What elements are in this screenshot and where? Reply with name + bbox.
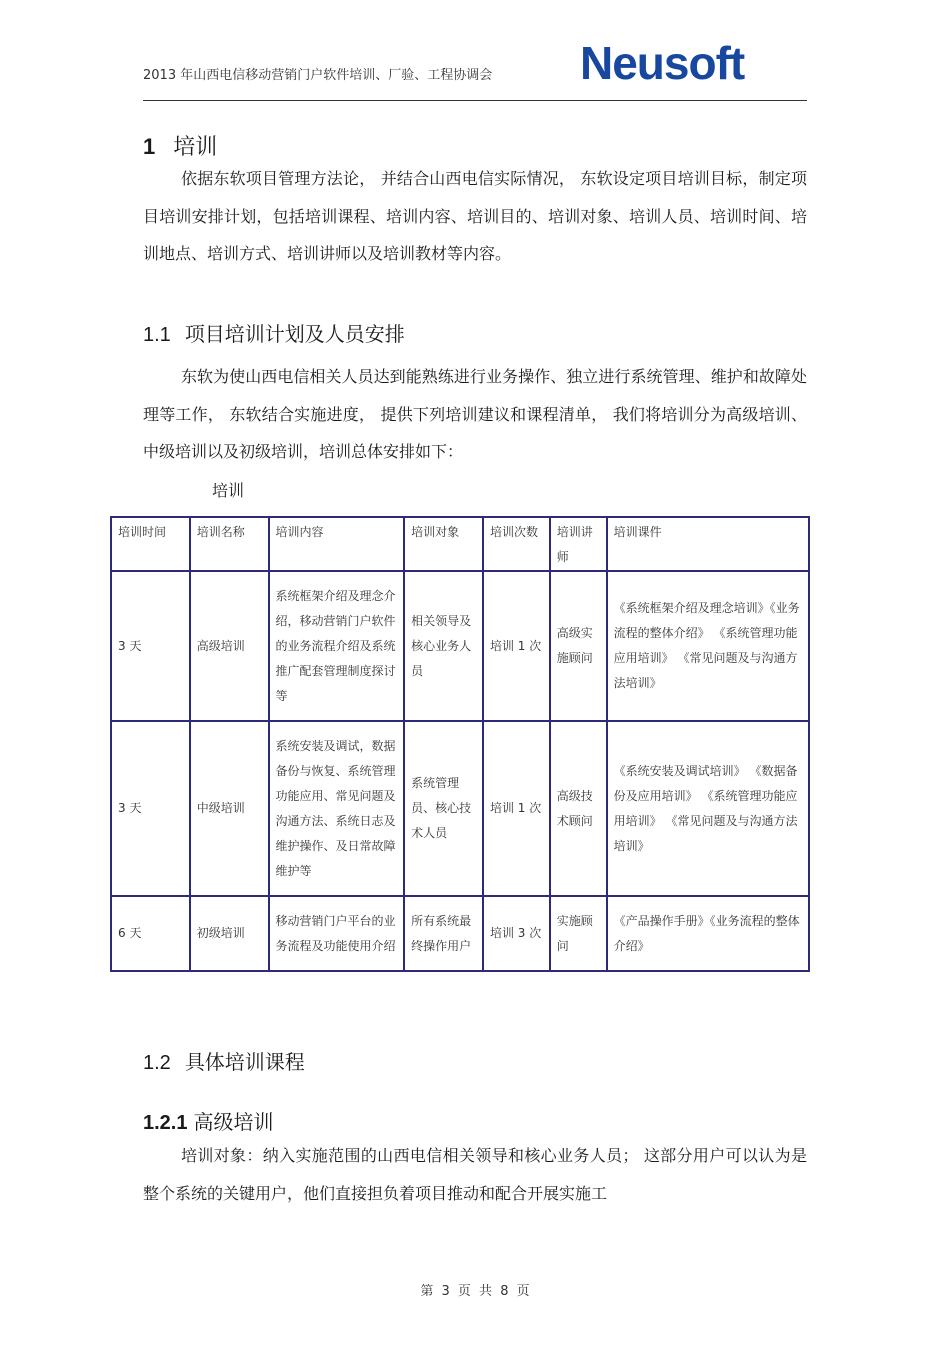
section-1-1-heading xyxy=(143,318,405,347)
header-divider xyxy=(143,100,807,101)
header-count: 培训次数 xyxy=(483,517,550,571)
training-table xyxy=(110,516,810,972)
section-1-2-1-heading xyxy=(143,1106,273,1135)
table-row xyxy=(111,896,809,971)
cell-target: 相关领导及核心业务人员 xyxy=(404,571,483,721)
cell-count: 培训 1 次 xyxy=(483,721,550,896)
cell-count: 培训 1 次 xyxy=(483,571,550,721)
cell-content: 系统安装及调试，数据备份与恢复、系统管理功能应用、常见问题及沟通方法、系统日志及维护操作、及日常故障维护等 xyxy=(269,721,405,896)
header-title: 2013 年山西电信移动营销门户软件培训、厂验、工程协调会 xyxy=(143,68,493,83)
table-row xyxy=(111,571,809,721)
section-title: 项目培训计划及人员安排 xyxy=(184,322,405,346)
page-number: 第 3 页 共 8 页 xyxy=(420,1284,530,1299)
header-name: 培训名称 xyxy=(190,517,269,571)
cell-lecturer: 高级实施顾问 xyxy=(550,571,607,721)
cell-name: 初级培训 xyxy=(190,896,269,971)
cell-courseware: 《系统框架介绍及理念培训》《业务流程的整体介绍》 《系统管理功能应用培训》 《常见问题及与沟通方法培训》 xyxy=(607,571,809,721)
section-title: 培训 xyxy=(173,135,218,160)
cell-time: 3 天 xyxy=(111,721,190,896)
cell-time: 6 天 xyxy=(111,896,190,971)
section-1-heading xyxy=(143,130,217,161)
section-number: 1.1 xyxy=(143,324,171,346)
section-title: 高级培训 xyxy=(193,1110,274,1134)
cell-courseware: 《系统安装及调试培训》 《数据备份及应用培训》 《系统管理功能应用培训》 《常见问题及与沟通方法培训》 xyxy=(607,721,809,896)
header-courseware: 培训课件 xyxy=(607,517,809,571)
section-number: 1 xyxy=(143,134,156,159)
section-title: 具体培训课程 xyxy=(184,1050,305,1074)
table-header-row xyxy=(111,517,809,571)
section-number: 1.2 xyxy=(143,1052,171,1074)
header-time: 培训时间 xyxy=(111,517,190,571)
cell-time: 3 天 xyxy=(111,571,190,721)
cell-content: 系统框架介绍及理念介绍，移动营销门户软件的业务流程介绍及系统推广配套管理制度探讨等 xyxy=(269,571,405,721)
section-1-paragraph: 依据东软项目管理方法论， 并结合山西电信实际情况， 东软设定项目培训目标，制定项目培训安排计划，包括培训课程、培训内容、培训目的、培训对象、培训人员、培训时间、培训地点、培训方式、培训讲师以及培训教材等内容。 xyxy=(143,169,807,263)
cell-target: 所有系统最终操作用户 xyxy=(404,896,483,971)
section-1-1-paragraph: 东软为使山西电信相关人员达到能熟练进行业务操作、独立进行系统管理、维护和故障处理等工作， 东软结合实施进度， 提供下列培训建议和课程清单， 我们将培训分为高级培训、中级培训以及初级培训，培训总体安排如下： xyxy=(143,367,807,461)
table-row xyxy=(111,721,809,896)
cell-courseware: 《产品操作手册》《业务流程的整体介绍》 xyxy=(607,896,809,971)
header-lecturer: 培训讲师 xyxy=(550,517,607,571)
section-1-2-1-paragraph: 培训对象：纳入实施范围的山西电信相关领导和核心业务人员； 这部分用户可以认为是整个系统的关键用户，他们直接担负着项目推动和配合开展实施工 xyxy=(143,1146,807,1203)
cell-content: 移动营销门户平台的业务流程及功能使用介绍 xyxy=(269,896,405,971)
cell-lecturer: 高级技术顾问 xyxy=(550,721,607,896)
section-number: 1.2.1 xyxy=(143,1112,188,1134)
section-1-2-heading xyxy=(143,1046,305,1075)
cell-name: 高级培训 xyxy=(190,571,269,721)
neusoft-logo: Neusoft xyxy=(580,37,745,89)
cell-lecturer: 实施顾问 xyxy=(550,896,607,971)
cell-target: 系统管理员、核心技术人员 xyxy=(404,721,483,896)
table-caption: 培训 xyxy=(212,481,245,500)
cell-name: 中级培训 xyxy=(190,721,269,896)
cell-count: 培训 3 次 xyxy=(483,896,550,971)
header-target: 培训对象 xyxy=(404,517,483,571)
header-content: 培训内容 xyxy=(269,517,405,571)
